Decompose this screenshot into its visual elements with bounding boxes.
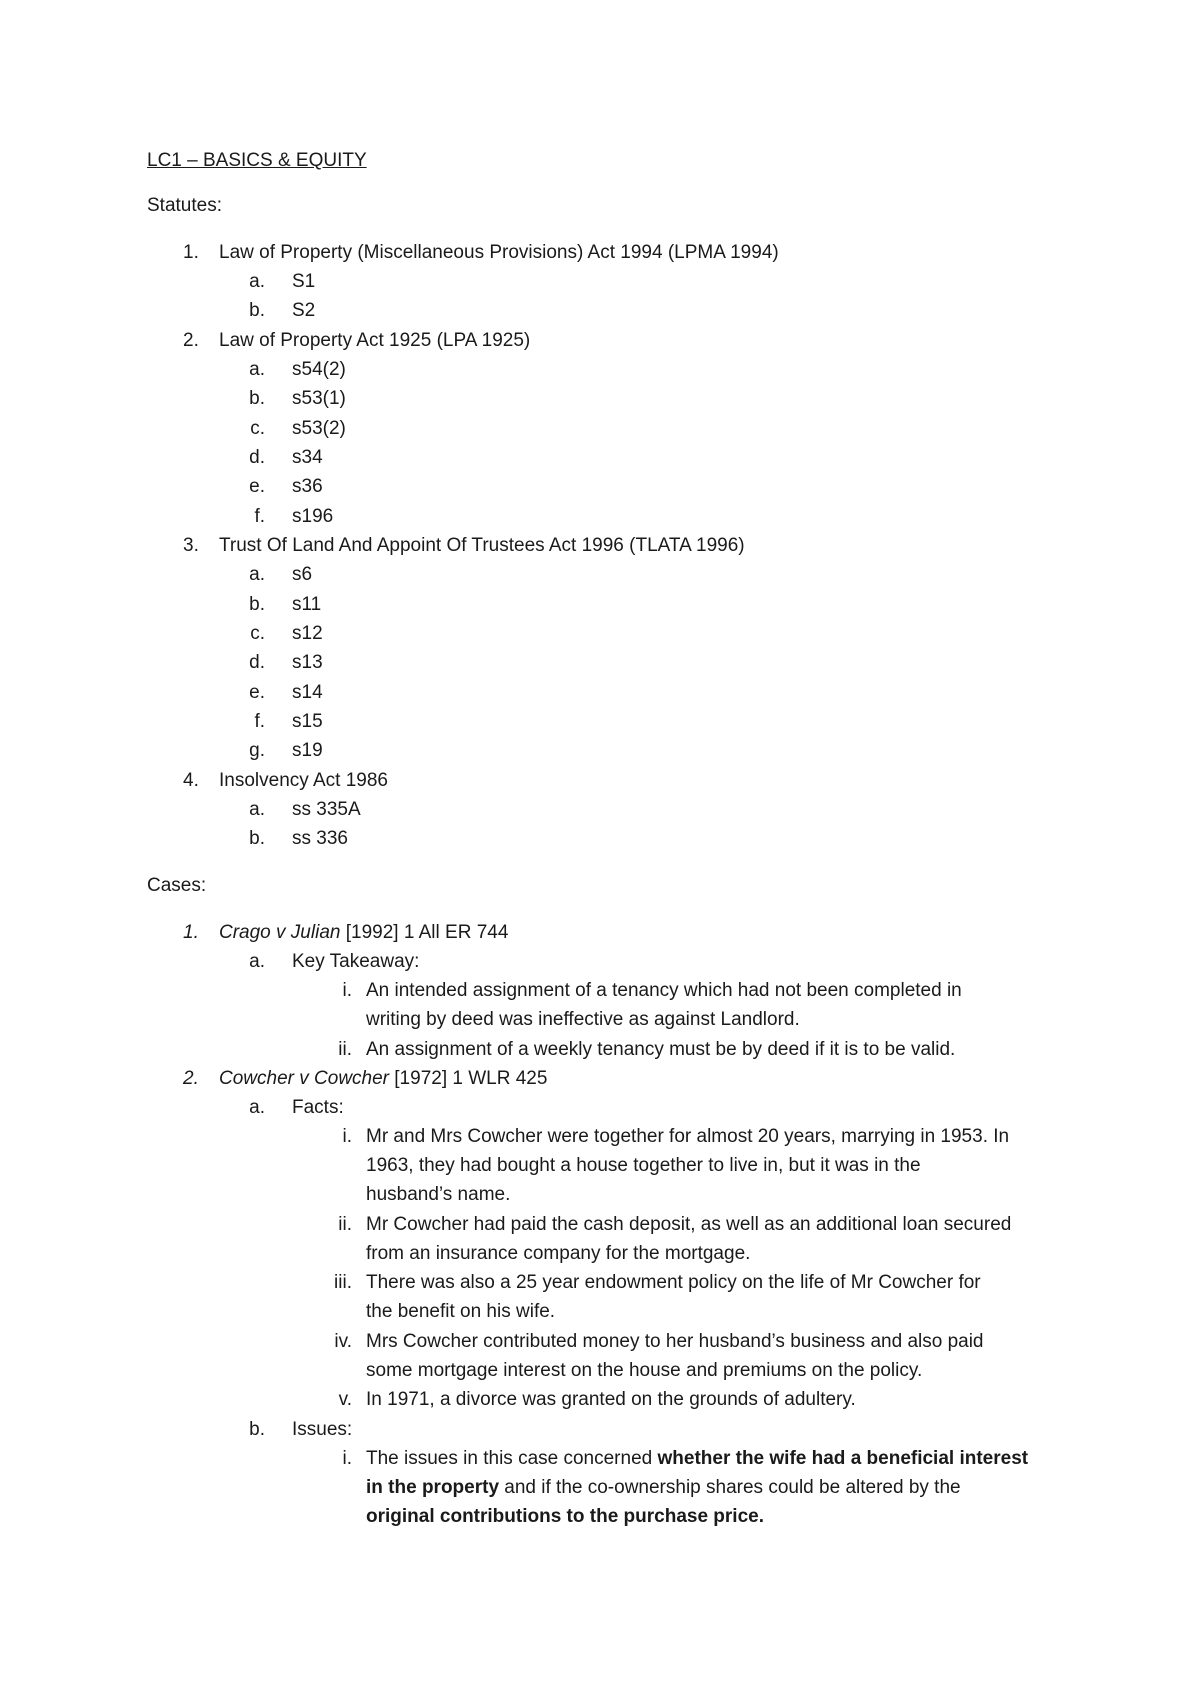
section-letter: e. xyxy=(249,682,265,703)
section-letter: a. xyxy=(249,799,265,820)
section-letter: b. xyxy=(249,594,265,615)
point-numeral: ii. xyxy=(338,1039,352,1060)
case-heading xyxy=(219,921,508,945)
section-letter: e. xyxy=(249,476,265,497)
point-text: There was also a 25 year endowment policy on the life of Mr Cowcher for xyxy=(366,1272,981,1293)
section-letter: b. xyxy=(249,828,265,849)
case-name: Cowcher v Cowcher xyxy=(219,1068,389,1089)
point-text: some mortgage interest on the house and premiums on the policy. xyxy=(366,1360,923,1381)
section-letter: f. xyxy=(254,506,265,527)
statute-title: Law of Property Act 1925 (LPA 1925) xyxy=(219,330,531,351)
subheading-label: Facts: xyxy=(292,1097,344,1118)
section-item: s15 xyxy=(292,711,323,732)
section-item: s54(2) xyxy=(292,359,346,380)
statute-number: 4. xyxy=(183,770,199,791)
point-numeral: i. xyxy=(342,1126,352,1147)
point-text: writing by deed was ineffective as against Landlord. xyxy=(366,1009,800,1030)
case-number: 2. xyxy=(183,1068,199,1089)
point-text: husband’s name. xyxy=(366,1184,511,1205)
statute-title: Law of Property (Miscellaneous Provisions) Act 1994 (LPMA 1994) xyxy=(219,242,779,263)
point-numeral: v. xyxy=(338,1389,352,1410)
section-item: s53(1) xyxy=(292,388,346,409)
section-item: s19 xyxy=(292,740,323,761)
section-item: s196 xyxy=(292,506,334,527)
point-text: In 1971, a divorce was granted on the grounds of adultery. xyxy=(366,1389,856,1410)
section-letter: f. xyxy=(254,711,265,732)
section-item: s14 xyxy=(292,682,323,703)
issue-line xyxy=(366,1476,961,1500)
statute-number: 3. xyxy=(183,535,199,556)
point-text: the benefit on his wife. xyxy=(366,1301,556,1322)
statute-title: Trust Of Land And Appoint Of Trustees Act 1996 (TLATA 1996) xyxy=(219,535,745,556)
point-numeral: i. xyxy=(342,1448,352,1469)
point-text: from an insurance company for the mortgage. xyxy=(366,1243,751,1264)
section-item: s6 xyxy=(292,564,313,585)
point-numeral: i. xyxy=(342,980,352,1001)
issue-line xyxy=(366,1447,1028,1471)
section-letter: b. xyxy=(249,300,265,321)
section-item: s13 xyxy=(292,652,323,673)
point-numeral: iv. xyxy=(334,1331,352,1352)
issue-text: The issues in this case concerned xyxy=(366,1448,658,1469)
issue-text: and if the co-ownership shares could be altered by the xyxy=(499,1477,961,1498)
document-title: LC1 – BASICS & EQUITY xyxy=(147,150,367,171)
point-text: An assignment of a weekly tenancy must be by deed if it is to be valid. xyxy=(366,1039,956,1060)
section-item: s36 xyxy=(292,476,323,497)
section-letter: a. xyxy=(249,564,265,585)
statute-number: 1. xyxy=(183,242,199,263)
issue-line xyxy=(366,1505,764,1529)
case-citation: [1972] 1 WLR 425 xyxy=(389,1068,548,1089)
section-letter: a. xyxy=(249,359,265,380)
section-item: s11 xyxy=(292,594,322,615)
point-text: Mr and Mrs Cowcher were together for almost 20 years, marrying in 1953. In xyxy=(366,1126,1010,1147)
point-text: Mr Cowcher had paid the cash deposit, as well as an additional loan secured xyxy=(366,1214,1012,1235)
section-letter: b. xyxy=(249,388,265,409)
subheading-letter: a. xyxy=(249,951,265,972)
section-item: s34 xyxy=(292,447,323,468)
section-letter: a. xyxy=(249,271,265,292)
case-citation: [1992] 1 All ER 744 xyxy=(340,922,509,943)
section-item: ss 336 xyxy=(292,828,348,849)
point-numeral: ii. xyxy=(338,1214,352,1235)
statutes-heading: Statutes: xyxy=(147,195,222,216)
section-item: S1 xyxy=(292,271,316,292)
section-item: s53(2) xyxy=(292,418,346,439)
section-letter: g. xyxy=(249,740,265,761)
case-number: 1. xyxy=(183,922,199,943)
section-item: S2 xyxy=(292,300,316,321)
section-item: s12 xyxy=(292,623,323,644)
section-item: ss 335A xyxy=(292,799,361,820)
issue-emphasis: original contributions to the purchase price. xyxy=(366,1506,764,1527)
subheading-letter: b. xyxy=(249,1419,265,1440)
point-numeral: iii. xyxy=(334,1272,352,1293)
cases-heading: Cases: xyxy=(147,875,207,896)
statute-number: 2. xyxy=(183,330,199,351)
subheading-letter: a. xyxy=(249,1097,265,1118)
case-heading xyxy=(219,1067,547,1091)
point-text: 1963, they had bought a house together to live in, but it was in the xyxy=(366,1155,921,1176)
section-letter: d. xyxy=(249,447,265,468)
section-letter: c. xyxy=(250,623,265,644)
section-letter: c. xyxy=(250,418,265,439)
statute-title: Insolvency Act 1986 xyxy=(219,770,388,791)
point-text: An intended assignment of a tenancy which had not been completed in xyxy=(366,980,962,1001)
subheading-label: Issues: xyxy=(292,1419,353,1440)
point-text: Mrs Cowcher contributed money to her husband’s business and also paid xyxy=(366,1331,984,1352)
section-letter: d. xyxy=(249,652,265,673)
case-name: Crago v Julian xyxy=(219,922,341,943)
issue-emphasis: in the property xyxy=(366,1477,500,1498)
issue-emphasis: whether the wife had a beneficial interest xyxy=(657,1448,1029,1469)
subheading-label: Key Takeaway: xyxy=(292,951,420,972)
